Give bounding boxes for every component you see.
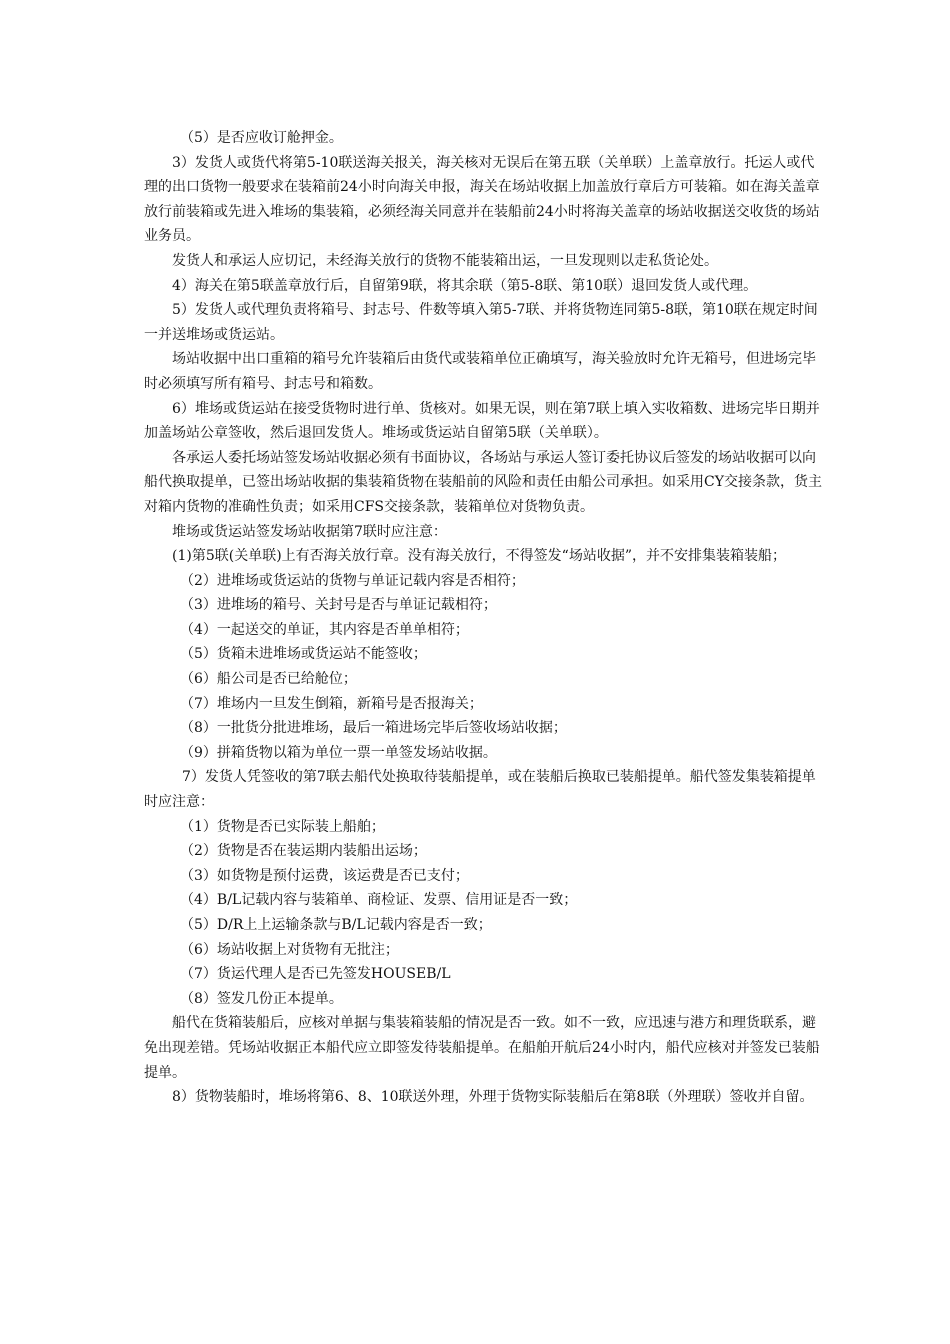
paragraph: 船代在货箱装船后，应核对单据与集装箱装船的情况是否一致。如不一致，应迅速与港方和理货联系，避免出现差错。凭场站收据正本船代应立即签发待装船提单。在船舶开航后24小时内，船代应核对并签发已装船提单。: [144, 1015, 820, 1081]
paragraph: 5）发货人或代理负责将箱号、封志号、件数等填入第5-7联、并将货物连同第5-8联，第10联在规定时间一并送堆场或货运站。: [144, 302, 818, 343]
list-item: （2）货物是否在装运期内装船出运场；: [180, 843, 427, 860]
paragraph: 8）货物装船时，堆场将第6、8、10联送外理，外理于货物实际装船后在第8联（外理联）签收并自留。: [172, 1089, 814, 1106]
list-item: （4）B/L记载内容与装箱单、商检证、发票、信用证是否一致；: [180, 892, 578, 909]
paragraph: 发货人和承运人应切记，未经海关放行的货物不能装箱出运，一旦发现则以走私货论处。: [172, 252, 718, 269]
list-item: （5）货箱未进堆场或货运站不能签收；: [180, 646, 427, 663]
list-item: （7）堆场内一旦发生倒箱，新箱号是否报海关；: [180, 695, 483, 712]
list-item: （9）拼箱货物以箱为单位一票一单签发场站收据。: [180, 744, 497, 761]
list-item: （2）进堆场或货运站的货物与单证记载内容是否相符；: [180, 572, 525, 589]
paragraph: （5）是否应收订舱押金。: [180, 130, 343, 146]
paragraph: 6）堆场或货运站在接受货物时进行单、货核对。如果无误，则在第7联上填入实收箱数、进场完毕日期并加盖场站公章签收，然后退回发货人。堆场或货运站自留第5联（关单联）。: [144, 400, 820, 442]
paragraph: 4）海关在第5联盖章放行后，自留第9联，将其余联（第5-8联、第10联）退回发货人或代理。: [172, 277, 758, 294]
paragraph: 场站收据中出口重箱的箱号允许装箱后由货代或装箱单位正确填写，海关验放时允许无箱号，但进场完毕时必须填写所有箱号、封志号和箱数。: [144, 351, 816, 392]
list-item: （6）船公司是否已给舱位；: [180, 671, 357, 688]
list-item: （7）货运代理人是否已先签发HOUSEB/L: [180, 966, 451, 983]
paragraph: 7）发货人凭签收的第7联去船代处换取待装船提单，或在装船后换取已装船提单。船代签发集装箱提单时应注意：: [144, 769, 816, 811]
list-item: （3）如货物是预付运费，该运费是否已支付；: [180, 867, 469, 884]
list-item: （1）货物是否已实际装上船舶；: [180, 818, 385, 835]
list-item: （8）签发几份正本提单。: [180, 990, 343, 1007]
paragraph: 3）发货人或货代将第5-10联送海关报关，海关核对无误后在第五联（关单联）上盖章放行。托运人或代理的出口货物一般要求在装箱前24小时向海关申报，海关在场站收据上加盖放行章后方可装箱。如在海关盖章放行前装箱或先进入堆场的集装箱，必须经海关同意并在装船前24小时将海关盖章的场站收据送交收货的场站业务员。: [144, 154, 820, 245]
list-item: （8）一批货分批进堆场，最后一箱进场完毕后签收场站收据；: [180, 720, 567, 737]
paragraph: 各承运人委托场站签发场站收据必须有书面协议，各场站与承运人签订委托协议后签发的场站收据可以向船代换取提单，已签出场站收据的集装箱货物在装船前的风险和责任由船公司承担。如采用CY交接条款，货主对箱内货物的准确性负责；如采用CFS交接条款，装箱单位对货物负责。: [144, 449, 822, 515]
document-body: [144, 126, 824, 1110]
paragraph: (1)第5联(关单联)上有否海关放行章。没有海关放行，不得签发“场站收据”，并不安排集装箱装船；: [172, 548, 786, 565]
list-item: （5）D/R上上运输条款与B/L记载内容是否一致；: [180, 917, 492, 933]
list-item: （6）场站收据上对货物有无批注；: [180, 941, 399, 958]
list-item: （3）进堆场的箱号、关封号是否与单证记载相符；: [180, 597, 497, 614]
paragraph: 堆场或货运站签发场站收据第7联时应注意：: [172, 523, 447, 540]
list-item: （4）一起送交的单证，其内容是否单单相符；: [180, 621, 469, 638]
